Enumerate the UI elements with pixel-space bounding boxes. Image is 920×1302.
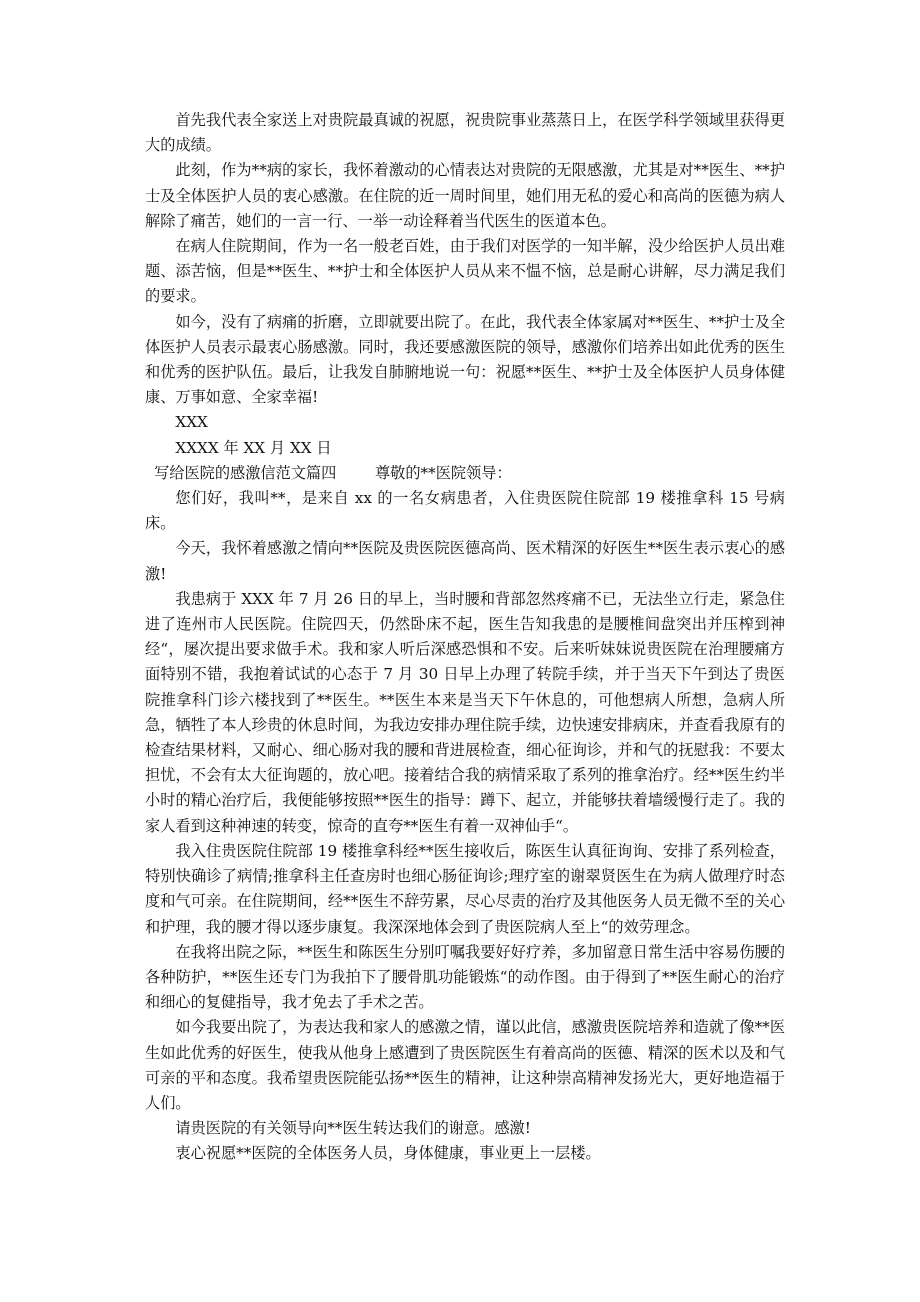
paragraph: 您们好，我叫**，是来自 xx 的一名女病患者，入住贵医院住院部 19 楼推拿科 15 号病床。 [145, 489, 785, 533]
paragraph: 首先我代表全家送上对贵院最真诚的祝愿，祝贵院事业蒸蒸日上，在医学科学领域里获得更大的成绩。 [145, 111, 785, 155]
signature-name: XXX [175, 413, 208, 432]
paragraph: 如今，没有了病痛的折磨，立即就要出院了。在此，我代表全体家属对**医生、**护士及全体医护人员表示最衷心肠感激。同时，我还要感激医院的领导，感激你们培养出如此优秀的医生和优秀的医护队伍。最后，让我发自肺腑地说一句：祝愿**医生、**护士及全体医护人员身体健康、万事如意、全家幸福! [145, 312, 785, 407]
paragraph: 如今我要出院了，为表达我和家人的感激之情，谨以此信，感激贵医院培养和造就了像**医生如此优秀的好医生，使我从他身上感遭到了贵医院医生有着高尚的医德、精深的医术以及和气可亲的平和态度。我希望贵医院能弘扬**医生的精神，让这种崇高精神发扬光大，更好地造福于人们。 [145, 1018, 785, 1112]
paragraph: 在我将出院之际，**医生和陈医生分别叮嘱我要好好疗养，多加留意日常生活中容易伤腰的各种防护，**医生还专门为我拍下了腰骨肌功能锻炼“的动作图。由于得到了**医生耐心的治疗和细心的复健指导，我才免去了手术之苦。 [145, 942, 785, 1012]
paragraph: 衷心祝愿**医院的全体医务人员，身体健康，事业更上一层楼。 [175, 1144, 601, 1163]
paragraph: 今天，我怀着感激之情向**医院及贵医院医德高尚、医术精深的好医生**医生表示衷心的感激! [145, 539, 785, 583]
section-heading: 写给医院的感激信范文篇四 尊敬的**医院领导： [154, 463, 512, 482]
paragraph: 请贵医院的有关领导向**医生转达我们的谢意。感激! [175, 1119, 531, 1138]
signature-date: XXXX 年 XX 月 XX 日 [175, 438, 332, 457]
paragraph: 我患病于 XXX 年 7 月 26 日的早上，当时腰和背部忽然疼痛不已，无法坐立行走，紧急住进了连州市人民医院。住院四天，仍然卧床不起，医生告知我患的是腰椎间盘突出并压榨到神经“，屡次提出要求做手术。我和家人听后深感恐惧和不安。后来听妹妹说贵医院在治理腰痛方面特别不错，我抱着试试的心态于 7 月 30 日早上办理了转院手续，并于当天下午到达了贵医院推拿科门诊六楼找到了**医生。**医生本来是当天下午休息的，可他想病人所想，急病人所急，牺牲了本人珍贵的休息时间，为我边安排办理住院手续，边快速安排病床，并查看我原有的检查结果材料，又耐心、细心肠对我的腰和背进展检查，细心征询诊，并和气的抚慰我：不要太担忧，不会有太大征询题的，放心吧。接着结合我的病情采取了系列的推拿治疗。经**医生约半小时的精心治疗后，我便能够按照**医生的指导：蹲下、起立，并能够扶着墙缓慢行走了。我的家人看到这种神速的转变，惊奇的直夸**医生有着一双神仙手“。 [145, 589, 785, 835]
letter-document [145, 108, 785, 1167]
paragraph: 在病人住院期间，作为一名一般老百姓，由于我们对医学的一知半解，没少给医护人员出难题、添苦恼，但是**医生、**护士和全体医护人员从来不愠不恼，总是耐心讲解，尽力满足我们的要求。 [145, 237, 785, 306]
paragraph: 我入住贵医院住院部 19 楼推拿科经**医生接收后，陈医生认真征询询、安排了系列检查，特别快确诊了病情;推拿科主任查房时也细心肠征询诊;理疗室的谢翠贤医生在为病人做理疗时态度和气可亲。在住院期间，经**医生不辞劳累，尽心尽责的治疗及其他医务人员无微不至的关心和护理，我的腰才得以逐步康复。我深深地体会到了贵医院病人至上“的效劳理念。 [145, 841, 785, 936]
paragraph: 此刻，作为**病的家长，我怀着激动的心情表达对贵院的无限感激，尤其是对**医生、**护士及全体医护人员的衷心感激。在住院的近一周时间里，她们用无私的爱心和高尚的医德为病人解除了痛苦，她们的一言一行、一举一动诠释着当代医生的医道本色。 [145, 161, 785, 230]
